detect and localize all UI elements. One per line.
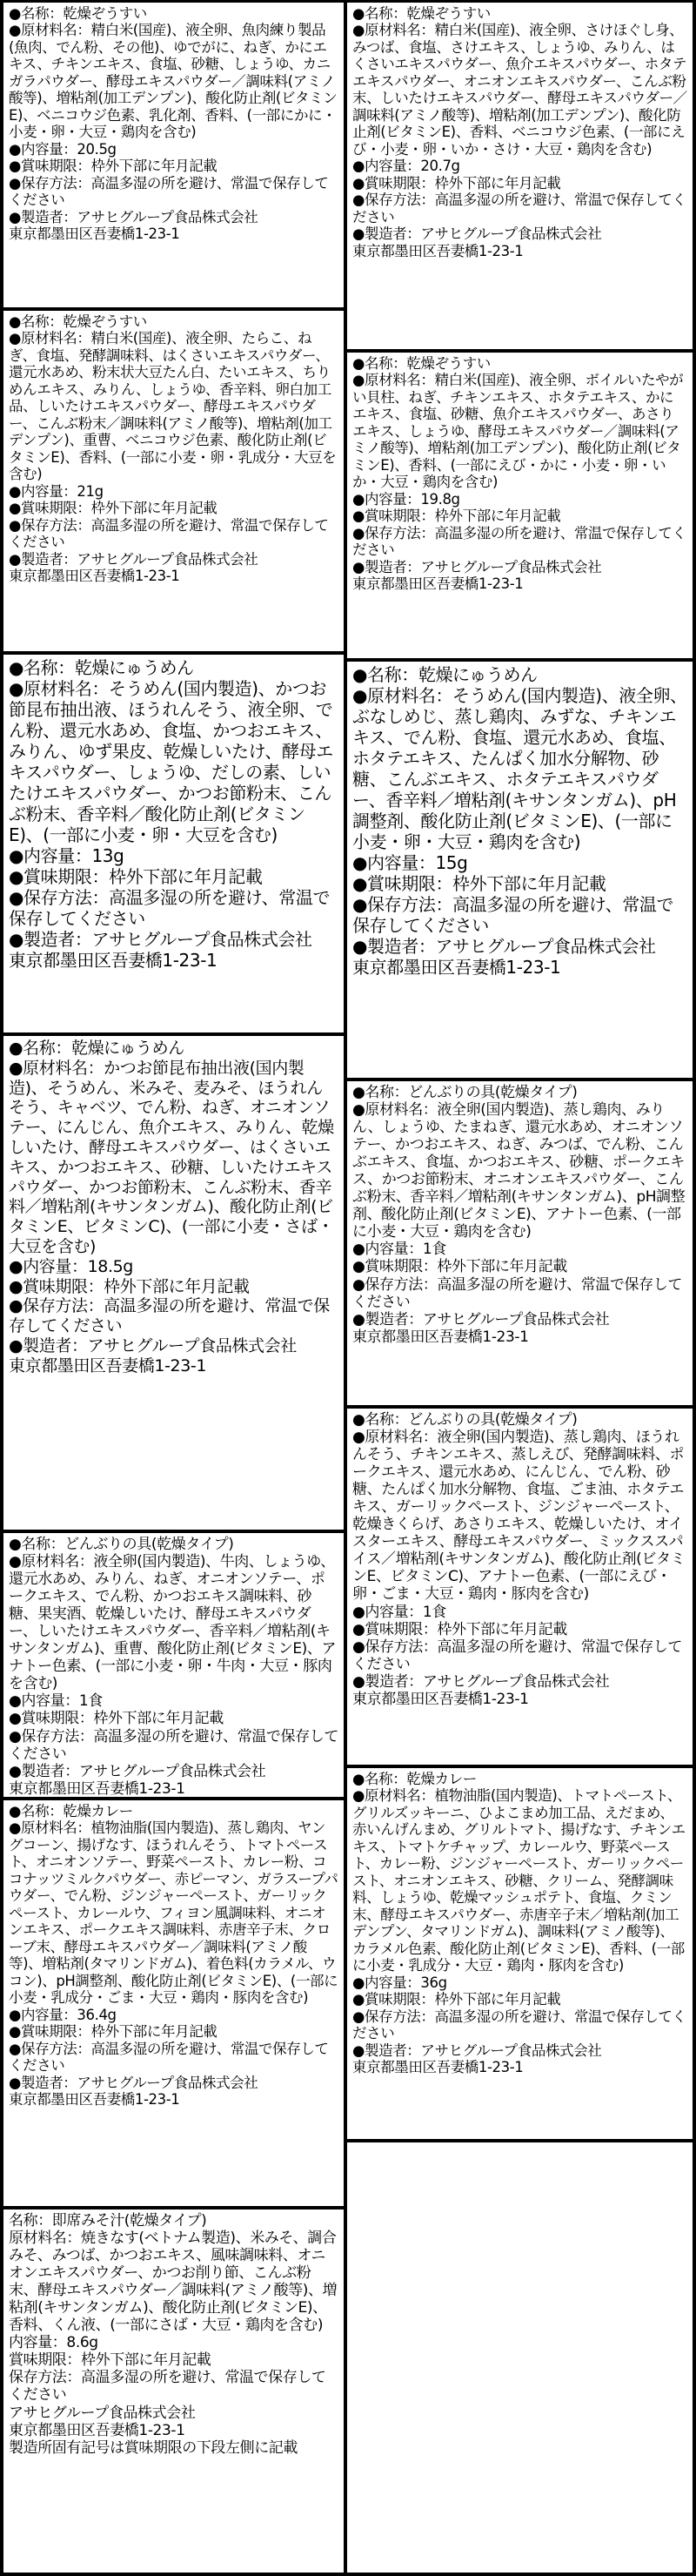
ingredients: ●原材料名：精白米(国産)、液全卵、ボイルいたやがい貝柱、ねぎ、チキンエキス、ホタテエキス、かにエキス、食塩、砂糖、魚介エキスパウダー、あさりエキス、しょうゆ、酵母エキスパウダー／調味料(アミノ酸等)、増粘剤(加工デンプン)、酸化防止剤(ビタミンE)、香料、(一部にえび・かに・小麦・卵・いか・大豆・鶏肉を含む) (352, 372, 684, 491)
maker: ●製造者：アサヒグループ食品株式会社 (9, 929, 312, 950)
ingredients: ●原材料名：かつお節昆布抽出液(国内製造)、そうめん、米みそ、麦みそ、ほうれんそう、キャベツ、でん粉、ねぎ、オニオンソテー、にんじん、魚介エキス、みりん、乾燥しいたけ、酵母エキスパウダー、はくさいエキス、かつおエキス、砂糖、しいたけエキスパウダー、かつお節粉末、こんぶ粉末、香辛料／増粘剤(キサンタンガム)、酸化防止剤(ビタミンE、ビタミンC)、(一部に小麦・さば・大豆を含む) (9, 1058, 334, 1256)
address: 東京都墨田区吾妻橋1-23-1 (9, 2090, 180, 2108)
label-left-6 (3, 1800, 344, 2206)
lot-code-note: 製造所固有記号は賞味期限の下段左側に記載 (9, 2438, 298, 2457)
label-right-4 (347, 1081, 693, 1405)
content-amount: ●内容量：1食 (352, 1603, 446, 1621)
label-left-3 (3, 655, 344, 1032)
label-left-2 (3, 311, 344, 651)
ingredients: ●原材料名：植物油脂(国内製造)、トマトペースト、グリルズッキーニ、ひよこまめ加工品、えだまめ、赤いんげんまめ、グリルトマト、揚げなす、チキンエキス、トマトケチャップ、カレールウ、野菜ペースト、カレー粉、ジンジャーペースト、ガーリックペースト、オニオンエキス、砂糖、クリーム、発酵調味料、しょうゆ、乾燥マッシュポテト、食塩、クミン末、酵母エキスパウダー、赤唐辛子末／増粘剤(加工デンプン、タマリンドガム)、調味料(アミノ酸等)、カラメル色素、酸化防止剤(ビタミンE)、香料、(一部に小麦・乳成分・大豆・鶏肉・豚肉を含む) (352, 1787, 686, 1974)
maker: ●製造者：アサヒグループ食品株式会社 (9, 2074, 258, 2091)
content-amount: 内容量：8.6g (9, 2334, 98, 2352)
storage: ●保存方法：高温多湿の所を避け、常温で保存してください (9, 516, 329, 551)
expiry: ●賞味期限：枠外下部に年月記載 (352, 1258, 567, 1276)
storage: ●保存方法：高温多湿の所を避け、常温で保存してください (9, 887, 331, 929)
product-name: 名称：即席みそ汁(乾燥タイプ) (9, 2212, 207, 2230)
expiry: ●賞味期限：枠外下部に年月記載 (352, 873, 606, 894)
address: 東京都墨田区吾妻橋1-23-1 (9, 2421, 185, 2439)
ingredients: ●原材料名：液全卵(国内製造)、蒸し鶏肉、みりん、しょうゆ、たまねぎ、還元水あめ、オニオンソテー、かつおエキス、ねぎ、みつば、でん粉、こんぶエキス、食塩、かつおエキス、砂糖、ポークエキス、かつお節粉末、オニオンエキスパウダー、こんぶ粉末、香辛料／増粘剤(キサンタンガム)、pH調整剤、酸化防止剤(ビタミンE)、アナトー色素、(一部に小麦・大豆・鶏肉を含む) (352, 1101, 686, 1241)
product-name: ●名称：どんぶりの具(乾燥タイプ) (352, 1084, 578, 1101)
content-amount: ●内容量：20.7g (352, 158, 460, 175)
expiry: ●賞味期限：枠外下部に年月記載 (352, 1991, 561, 2008)
maker: ●製造者：アサヒグループ食品株式会社 (352, 1672, 610, 1691)
expiry: ●賞味期限：枠外下部に年月記載 (352, 1620, 567, 1638)
maker: ●製造者：アサヒグループ食品株式会社 (352, 225, 602, 243)
product-name: ●名称：乾燥カレー (352, 1771, 477, 1787)
ingredients: ●原材料名：精白米(国産)、液全卵、たらこ、ねぎ、食塩、発酵調味料、はくさいエキスパウダー、還元水あめ、粉末状大豆たん白、たいエキス、ちりめんエキス、みりん、しょうゆ、香辛料、卵白加工品、しいたけエキスパウダー、酵母エキスパウダー、こんぶ粉末／調味料(アミノ酸等)、増粘剤(加工デンプン)、重曹、ベニコウジ色素、酸化防止剤(ビタミンE)、香料、(一部に小麦・卵・乳成分・大豆を含む) (9, 330, 337, 483)
ingredients: 原材料名：焼きなす(ベトナム製造)、米みそ、調合みそ、みつば、かつおエキス、風味調味料、オニオンエキスパウダー、かつお削り節、こんぶ粉末、酵母エキスパウダー／調味料(アミノ酸等)、増粘剤(キサンタンガム)、酸化防止剤(ビタミンE)、香料、くん液、(一部にさば・大豆・鶏肉を含む) (9, 2230, 338, 2335)
label-right-5 (347, 1409, 693, 1765)
address: 東京都墨田区吾妻橋1-23-1 (9, 1355, 207, 1375)
address: 東京都墨田区吾妻橋1-23-1 (352, 2058, 524, 2075)
content-amount: ●内容量：36g (352, 1974, 447, 1991)
maker: アサヒグループ食品株式会社 (9, 2404, 196, 2422)
label-right-1 (347, 3, 693, 349)
address: 東京都墨田区吾妻橋1-23-1 (352, 575, 524, 593)
expiry: ●賞味期限：枠外下部に年月記載 (9, 500, 218, 517)
maker: ●製造者：アサヒグループ食品株式会社 (9, 1335, 297, 1355)
product-name: ●名称：乾燥ぞうすい (352, 5, 491, 22)
product-name: ●名称：乾燥ぞうすい (352, 355, 491, 372)
content-amount: ●内容量：18.5g (9, 1256, 133, 1276)
content-amount: ●内容量：1食 (352, 1241, 446, 1259)
storage: ●保存方法：高温多湿の所を避け、常温で保存してください (9, 1727, 338, 1763)
storage: ●保存方法：高温多湿の所を避け、常温で保存してください (9, 1296, 330, 1336)
storage: ●保存方法：高温多湿の所を避け、常温で保存してください (352, 192, 686, 225)
label-left-1 (3, 3, 344, 307)
ingredients: ●原材料名：精白米(国産)、液全卵、さけほぐし身、みつば、食塩、さけエキス、しょうゆ、みりん、はくさいエキスパウダー、魚介エキスパウダー、ホタテエキスパウダー、オニオンエキスパウダー、こんぶ粉末、しいたけエキスパウダー、酵母エキスパウダー／調味料(アミノ酸等)、増粘剤(加工デンプン)、酸化防止剤(ビタミンE)、香料、ベニコウジ色素、(一部にえび・小麦・卵・いか・さけ・大豆・鶏肉を含む) (352, 22, 687, 158)
storage: ●保存方法：高温多湿の所を避け、常温で保存してください (352, 1638, 682, 1673)
content-amount: ●内容量：20.5g (9, 140, 117, 158)
expiry: ●賞味期限：枠外下部に年月記載 (9, 1710, 224, 1728)
storage: ●保存方法：高温多湿の所を避け、常温で保存してください (9, 174, 329, 209)
content-amount: ●内容量：15g (352, 852, 468, 873)
label-left-5 (3, 1533, 344, 1797)
maker: ●製造者：アサヒグループ食品株式会社 (352, 1310, 610, 1328)
product-name: ●名称：乾燥カレー (9, 1803, 133, 1819)
product-name: ●名称：乾燥ぞうすい (9, 5, 147, 22)
product-name: ●名称：乾燥ぞうすい (9, 313, 147, 330)
ingredients: ●原材料名：そうめん(国内製造)、液全卵、ぶなしめじ、蒸し鶏肉、みずな、チキンエキス、でん粉、食塩、還元水あめ、食塩、ホタテエキス、たんぱく加水分解物、砂糖、こんぶエキス、ホタテエキスパウダー、香辛料／増粘剤(キサンタンガム)、pH調整剤、酸化防止剤(ビタミンE)、(一部に小麦・卵・大豆・鶏肉を含む) (352, 685, 687, 852)
content-amount: ●内容量：36.4g (9, 2006, 117, 2023)
product-name: ●名称：どんぶりの具(乾燥タイプ) (9, 1536, 234, 1553)
content-amount: ●内容量：13g (9, 845, 124, 866)
expiry: ●賞味期限：枠外下部に年月記載 (352, 174, 561, 192)
maker: ●製造者：アサヒグループ食品株式会社 (352, 558, 602, 575)
label-left-4 (3, 1036, 344, 1530)
label-right-3 (347, 662, 693, 1078)
storage: ●保存方法：高温多湿の所を避け、常温で保存してください (352, 1275, 682, 1311)
blank-area (347, 2142, 693, 2573)
address: 東京都墨田区吾妻橋1-23-1 (9, 1779, 185, 1797)
content-amount: ●内容量：1食 (9, 1692, 103, 1711)
maker: ●製造者：アサヒグループ食品株式会社 (9, 1762, 266, 1780)
expiry: ●賞味期限：枠外下部に年月記載 (9, 158, 218, 175)
storage: ●保存方法：高温多湿の所を避け、常温で保存してください (352, 2008, 686, 2042)
ingredients: ●原材料名：植物油脂(国内製造)、蒸し鶏肉、ヤングコーン、揚げなす、ほうれんそう、トマトペースト、オニオンソテー、野菜ペースト、カレー粉、ココナッツミルクパウダー、赤ピーマン、ガラスープパウダー、でん粉、ジンジャーペースト、ガーリックペースト、カレールウ、フィヨン風調味料、オニオンエキス、ポークエキス調味料、赤唐辛子末、クローブ末、酵母エキスパウダー／調味料(アミノ酸等)、増粘剤(タマリンドガム)、着色料(カラメル、ウコン)、pH調整剤、酸化防止剤(ビタミンE)、(一部に小麦・乳成分・ごま・大豆・鶏肉・豚肉を含む) (9, 1819, 338, 2007)
ingredients: ●原材料名：そうめん(国内製造)、かつお節昆布抽出液、ほうれんそう、液全卵、でん粉、還元水あめ、食塩、かつおエキス、みりん、ゆず果皮、乾燥しいたけ、酵母エキスパウダー、しょうゆ、だしの素、しいたけエキスパウダー、かつお節粉末、こんぶ粉末、香辛料／酸化防止剤(ビタミンE)、(一部に小麦・卵・大豆を含む) (9, 678, 333, 845)
address: 東京都墨田区吾妻橋1-23-1 (352, 242, 524, 259)
ingredients: ●原材料名：液全卵(国内製造)、蒸し鶏肉、ほうれんそう、チキンエキス、蒸しえび、発酵調味料、ポークエキス、還元水あめ、にんじん、でん粉、砂糖、たんぱく加水分解物、食塩、ごま油、ホタテエキス、ガーリックペースト、ジンジャーペースト、乾燥きくらげ、あさりエキス、乾燥しいたけ、オイスターエキス、酵母エキスパウダー、ミックススパイス／増粘剤(キサンタンガム)、酸化防止剤(ビタミンE、ビタミンC)、アナトー色素、(一部にえび・卵・ごま・大豆・鶏肉・豚肉を含む) (352, 1429, 686, 1604)
ingredients: ●原材料名：液全卵(国内製造)、牛肉、しょうゆ、還元水あめ、みりん、ねぎ、オニオンソテー、ポークエキス、でん粉、かつおエキス調味料、砂糖、果実酒、乾燥しいたけ、酵母エキスパウダー、しいたけエキスパウダー、香辛料／増粘剤(キサンタンガム)、重曹、酸化防止剤(ビタミンE)、アナトー色素、(一部に小麦・卵・牛肉・大豆・豚肉を含む) (9, 1553, 337, 1693)
address: 東京都墨田区吾妻橋1-23-1 (9, 950, 218, 971)
address: 東京都墨田区吾妻橋1-23-1 (352, 1328, 529, 1346)
maker: ●製造者：アサヒグループ食品株式会社 (352, 2041, 602, 2059)
storage: 保存方法：高温多湿の所を避け、常温で保存してください (9, 2369, 326, 2404)
expiry: ●賞味期限：枠外下部に年月記載 (9, 866, 263, 887)
product-name: ●名称：乾燥にゅうめん (9, 1039, 184, 1058)
product-name: ●名称：乾燥にゅうめん (352, 664, 538, 685)
ingredients: ●原材料名：精白米(国産)、液全卵、魚肉練り製品(魚肉、でん粉、その他)、ゆでがに、ねぎ、かにエキス、チキンエキス、食塩、砂糖、しょうゆ、カニガラパウダー、酵母エキスパウダー／調味料(アミノ酸等)、増粘剤(加工デンプン)、酸化防止剤(ビタミンE)、ベニコウジ色素、乳化剤、香料、(一部にかに・小麦・卵・大豆・鶏肉を含む) (9, 22, 338, 141)
expiry: ●賞味期限：枠外下部に年月記載 (9, 2023, 218, 2041)
content-amount: ●内容量：21g (9, 482, 104, 500)
expiry: ●賞味期限：枠外下部に年月記載 (352, 508, 561, 525)
expiry: ●賞味期限：枠外下部に年月記載 (9, 1276, 250, 1296)
address: 東京都墨田区吾妻橋1-23-1 (9, 225, 180, 243)
address: 東京都墨田区吾妻橋1-23-1 (9, 568, 180, 585)
storage: ●保存方法：高温多湿の所を避け、常温で保存してください (9, 2040, 329, 2075)
product-name: ●名称：どんぶりの具(乾燥タイプ) (352, 1411, 578, 1429)
maker: ●製造者：アサヒグループ食品株式会社 (9, 208, 258, 225)
address: 東京都墨田区吾妻橋1-23-1 (352, 1690, 529, 1708)
label-right-2 (347, 353, 693, 658)
product-name: ●名称：乾燥にゅうめん (9, 657, 194, 678)
expiry: 賞味期限：枠外下部に年月記載 (9, 2351, 211, 2370)
storage: ●保存方法：高温多湿の所を避け、常温で保存してください (352, 524, 686, 559)
content-amount: ●内容量：19.8g (352, 490, 460, 508)
label-right-6 (347, 1768, 693, 2139)
address: 東京都墨田区吾妻橋1-23-1 (352, 957, 561, 978)
maker: ●製造者：アサヒグループ食品株式会社 (9, 550, 258, 568)
label-left-7 (3, 2209, 344, 2573)
storage: ●保存方法：高温多湿の所を避け、常温で保存してください (352, 894, 674, 936)
maker: ●製造者：アサヒグループ食品株式会社 (352, 936, 656, 957)
